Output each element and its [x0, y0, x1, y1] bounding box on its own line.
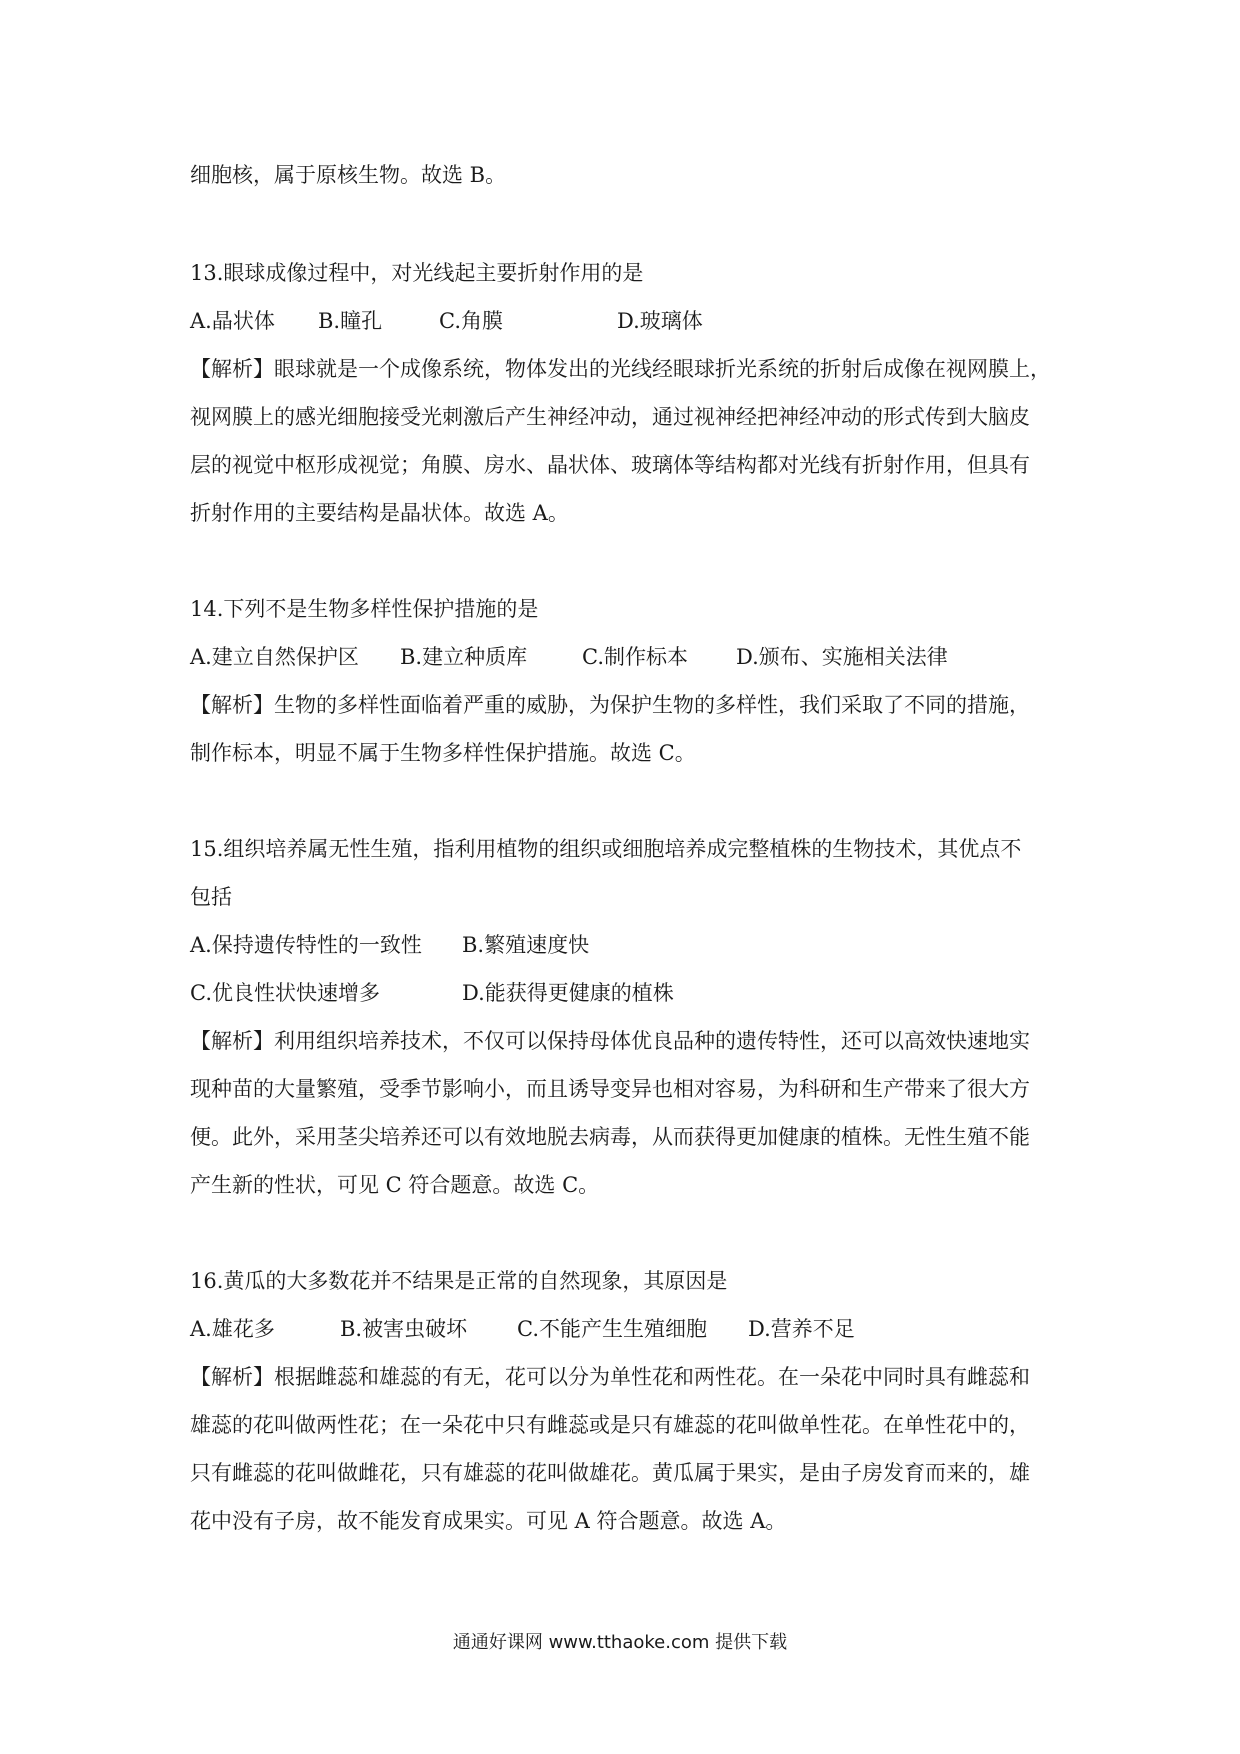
question-stem: 包括	[190, 885, 232, 909]
analysis-line: 视网膜上的感光细胞接受光刺激后产生神经冲动，通过视神经把神经冲动的形式传到大脑皮	[190, 405, 1030, 429]
question-stem: 16.黄瓜的大多数花并不结果是正常的自然现象，其原因是	[190, 1269, 728, 1293]
analysis-line: 制作标本，明显不属于生物多样性保护措施。故选 C。	[190, 741, 696, 765]
option-d: D.营养不足	[748, 1317, 855, 1341]
option-c: C.优良性状快速增多	[190, 981, 380, 1005]
option-d: D.颁布、实施相关法律	[736, 645, 948, 669]
question-stem: 15.组织培养属无性生殖，指利用植物的组织或细胞培养成完整植株的生物技术，其优点不	[190, 837, 1022, 861]
analysis-line: 产生新的性状，可见 C 符合题意。故选 C。	[190, 1173, 600, 1197]
option-a: A.保持遗传特性的一致性	[190, 933, 422, 957]
option-c: C.制作标本	[582, 645, 688, 669]
analysis-line: 层的视觉中枢形成视觉；角膜、房水、晶状体、玻璃体等结构都对光线有折射作用，但具有	[190, 453, 1030, 477]
question-stem: 13.眼球成像过程中，对光线起主要折射作用的是	[190, 261, 644, 285]
analysis-line: 【解析】生物的多样性面临着严重的威胁，为保护生物的多样性，我们采取了不同的措施，	[190, 693, 1030, 717]
question-stem: 14.下列不是生物多样性保护措施的是	[190, 597, 539, 621]
analysis-line: 现种苗的大量繁殖，受季节影响小，而且诱导变异也相对容易，为科研和生产带来了很大方	[190, 1077, 1030, 1101]
page-footer: 通通好课网 www.tthaoke.com 提供下载	[452, 1632, 788, 1653]
option-c: C.不能产生生殖细胞	[517, 1317, 707, 1341]
option-b: B.建立种质库	[400, 645, 528, 669]
analysis-line: 花中没有子房，故不能发育成果实。可见 A 符合题意。故选 A。	[190, 1509, 787, 1533]
option-b: B.被害虫破坏	[340, 1317, 468, 1341]
option-a: A.雄花多	[190, 1317, 275, 1341]
previous-answer-tail: 细胞核，属于原核生物。故选 B。	[190, 163, 507, 187]
analysis-line: 便。此外，采用茎尖培养还可以有效地脱去病毒，从而获得更加健康的植株。无性生殖不能	[190, 1125, 1030, 1149]
analysis-line: 只有雌蕊的花叫做雌花，只有雄蕊的花叫做雄花。黄瓜属于果实，是由子房发育而来的，雄	[190, 1461, 1030, 1485]
analysis-line: 雄蕊的花叫做两性花；在一朵花中只有雌蕊或是只有雄蕊的花叫做单性花。在单性花中的，	[190, 1413, 1030, 1437]
analysis-line: 【解析】根据雌蕊和雄蕊的有无，花可以分为单性花和两性花。在一朵花中同时具有雌蕊和	[190, 1365, 1030, 1389]
analysis-line: 【解析】利用组织培养技术，不仅可以保持母体优良品种的遗传特性，还可以高效快速地实	[190, 1029, 1030, 1053]
option-d: D.能获得更健康的植株	[462, 981, 674, 1005]
option-c: C.角膜	[439, 309, 503, 333]
option-a: A.晶状体	[190, 309, 275, 333]
option-b: B.瞳孔	[318, 309, 383, 333]
analysis-line: 【解析】眼球就是一个成像系统，物体发出的光线经眼球折光系统的折射后成像在视网膜上，	[190, 357, 1051, 381]
option-b: B.繁殖速度快	[462, 933, 590, 957]
option-a: A.建立自然保护区	[190, 645, 359, 669]
analysis-line: 折射作用的主要结构是晶状体。故选 A。	[190, 501, 569, 525]
option-d: D.玻璃体	[617, 309, 703, 333]
